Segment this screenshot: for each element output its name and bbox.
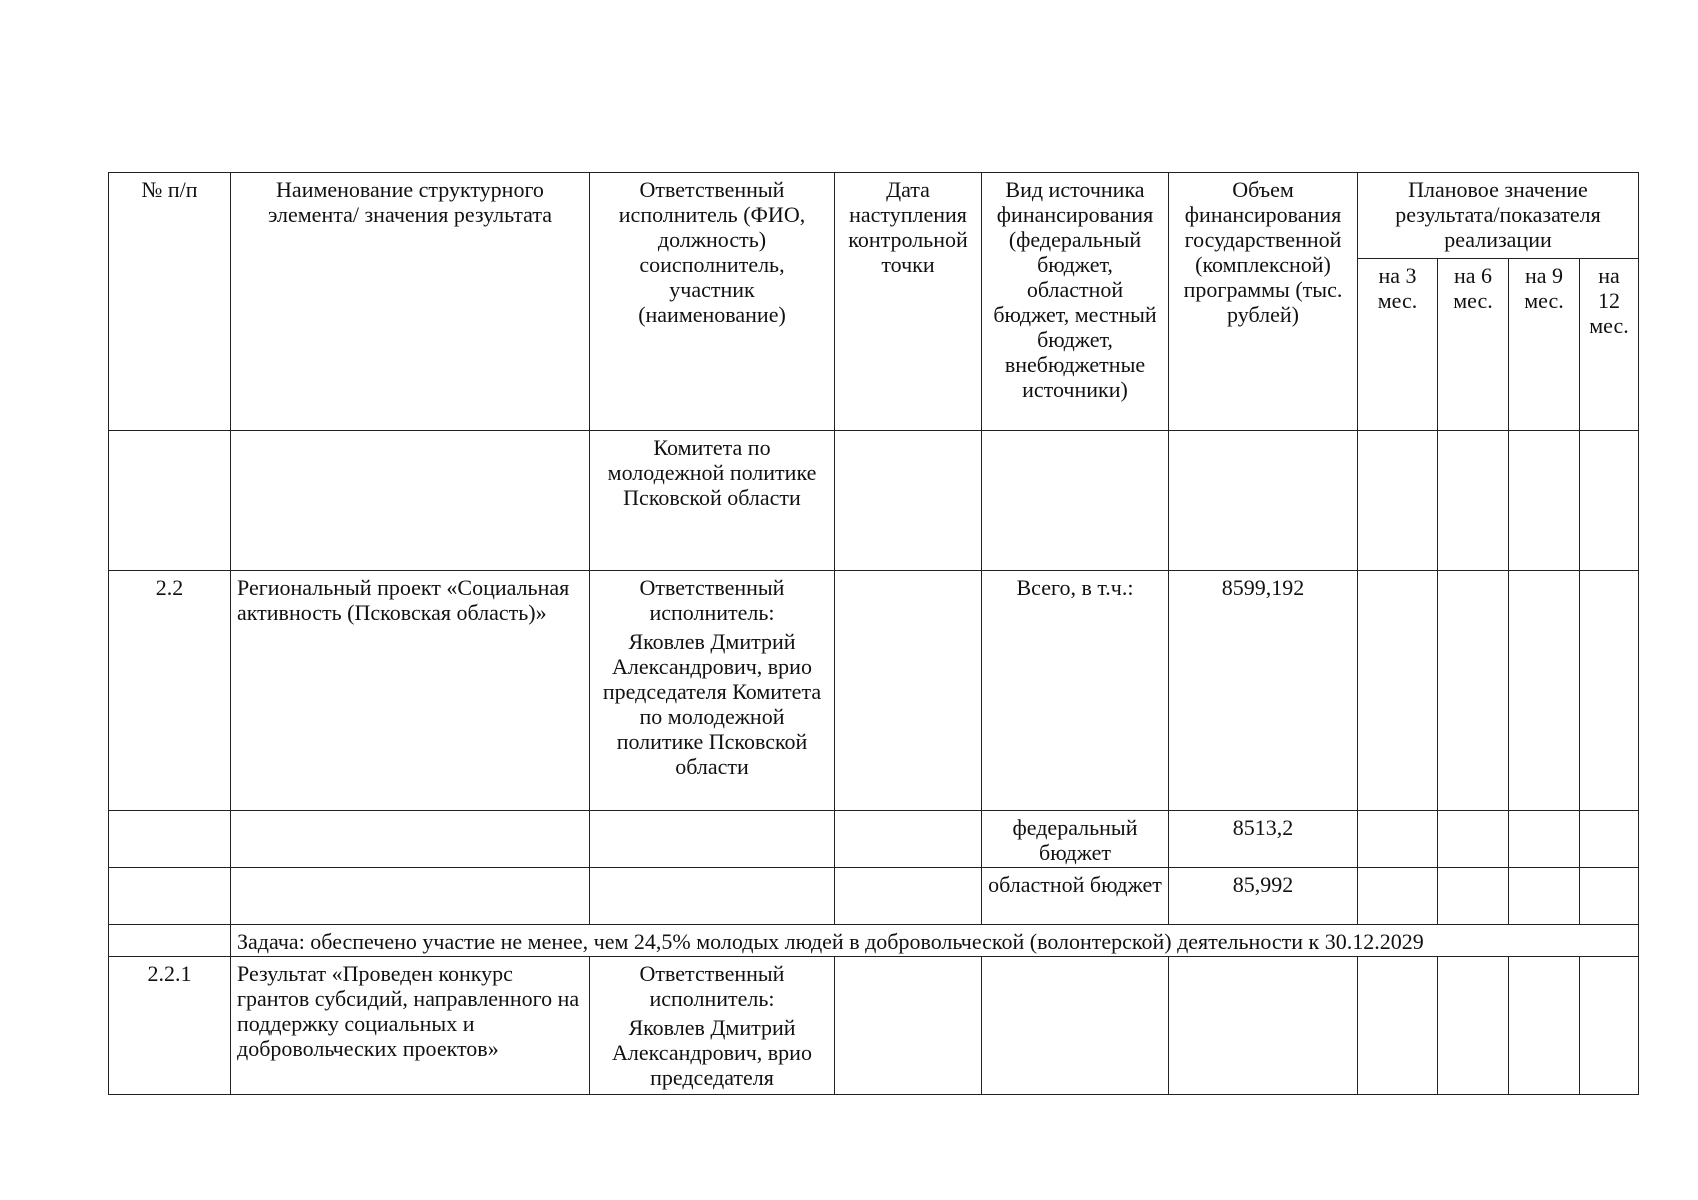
cell-empty bbox=[1509, 868, 1580, 925]
cell-empty bbox=[1509, 811, 1580, 868]
cell-responsible bbox=[590, 571, 835, 811]
cell-name: Региональный проект «Социальная активность (Псковская область)» bbox=[231, 571, 590, 811]
cell-empty bbox=[1169, 431, 1358, 571]
header-plan-3: на 3 мес. bbox=[1358, 259, 1438, 431]
cell-empty bbox=[835, 571, 982, 811]
table-row-regional bbox=[109, 868, 1639, 925]
header-plan-9: на 9 мес. bbox=[1509, 259, 1580, 431]
cell-empty bbox=[835, 431, 982, 571]
header-plan: Плановое значение результата/показателя реализации bbox=[1358, 173, 1639, 259]
cell-empty bbox=[1580, 957, 1639, 1095]
cell-empty bbox=[1438, 431, 1509, 571]
cell-source: областной бюджет bbox=[982, 868, 1169, 925]
table-row-2-2 bbox=[109, 571, 1639, 811]
table-row-2-2-1 bbox=[109, 957, 1639, 1095]
cell-empty bbox=[835, 811, 982, 868]
cell-responsible bbox=[590, 957, 835, 1095]
cell-empty bbox=[109, 431, 231, 571]
responsible-person: Яковлев Дмитрий Александрович, врио председателя Комитета по молодежной политике Псковской области bbox=[602, 629, 822, 779]
responsible-person: Яковлев Дмитрий Александрович, врио председателя bbox=[612, 1015, 812, 1090]
cell-num: 2.2.1 bbox=[109, 957, 231, 1095]
cell-empty bbox=[1580, 868, 1639, 925]
header-date: Дата наступления контрольной точки bbox=[835, 173, 982, 431]
cell-volume: 85,992 bbox=[1169, 868, 1358, 925]
cell-responsible: Комитета по молодежной политике Псковской области bbox=[590, 431, 835, 571]
header-name: Наименование структурного элемента/ значения результата bbox=[231, 173, 590, 431]
cell-empty bbox=[231, 811, 590, 868]
cell-empty bbox=[835, 868, 982, 925]
header-plan-6: на 6 мес. bbox=[1438, 259, 1509, 431]
cell-empty bbox=[109, 811, 231, 868]
cell-volume: 8599,192 bbox=[1169, 571, 1358, 811]
cell-empty bbox=[1580, 811, 1639, 868]
cell-empty bbox=[1358, 868, 1438, 925]
cell-empty bbox=[982, 431, 1169, 571]
header-num: № п/п bbox=[109, 173, 231, 431]
header-plan-12: на 12 мес. bbox=[1580, 259, 1639, 431]
cell-name: Результат «Проведен конкурс грантов субсидий, направленного на поддержку социальных и добровольческих проектов» bbox=[231, 957, 590, 1095]
cell-empty bbox=[109, 925, 231, 957]
cell-empty bbox=[1358, 431, 1438, 571]
cell-empty bbox=[590, 811, 835, 868]
cell-empty bbox=[231, 868, 590, 925]
cell-source: федеральный бюджет bbox=[982, 811, 1169, 868]
header-volume: Объем финансирования государственной (комплексной) программы (тыс. рублей) bbox=[1169, 173, 1358, 431]
program-table bbox=[108, 172, 1639, 1095]
cell-empty bbox=[1438, 868, 1509, 925]
cell-empty bbox=[1358, 811, 1438, 868]
cell-source: Всего, в т.ч.: bbox=[982, 571, 1169, 811]
task-text: Задача: обеспечено участие не менее, чем 24,5% молодых людей в добровольческой (волонтерской) деятельности к 30.12.2029 bbox=[231, 925, 1639, 957]
cell-num: 2.2 bbox=[109, 571, 231, 811]
cell-empty bbox=[1580, 431, 1639, 571]
cell-empty bbox=[1509, 957, 1580, 1095]
header-responsible: Ответственный исполнитель (ФИО, должность) соисполнитель, участник (наименование) bbox=[590, 173, 835, 431]
cell-empty bbox=[1580, 571, 1639, 811]
cell-empty bbox=[982, 957, 1169, 1095]
header-row bbox=[109, 173, 1639, 259]
cell-empty bbox=[1358, 957, 1438, 1095]
responsible-label: Ответственный исполнитель: bbox=[639, 961, 785, 1011]
table-row-federal bbox=[109, 811, 1639, 868]
cell-empty bbox=[1438, 571, 1509, 811]
cell-empty bbox=[1438, 811, 1509, 868]
table-row-continuation bbox=[109, 431, 1639, 571]
cell-empty bbox=[590, 868, 835, 925]
cell-empty bbox=[1509, 431, 1580, 571]
header-source: Вид источника финансирования (федеральный бюджет, областной бюджет, местный бюджет, внебюджетные источники) bbox=[982, 173, 1169, 431]
cell-empty bbox=[109, 868, 231, 925]
cell-empty bbox=[835, 957, 982, 1095]
table-row-task bbox=[109, 925, 1639, 957]
responsible-label: Ответственный исполнитель: bbox=[639, 575, 785, 625]
cell-empty bbox=[1358, 571, 1438, 811]
cell-volume: 8513,2 bbox=[1169, 811, 1358, 868]
cell-empty bbox=[231, 431, 590, 571]
cell-empty bbox=[1438, 957, 1509, 1095]
cell-empty bbox=[1169, 957, 1358, 1095]
cell-empty bbox=[1509, 571, 1580, 811]
